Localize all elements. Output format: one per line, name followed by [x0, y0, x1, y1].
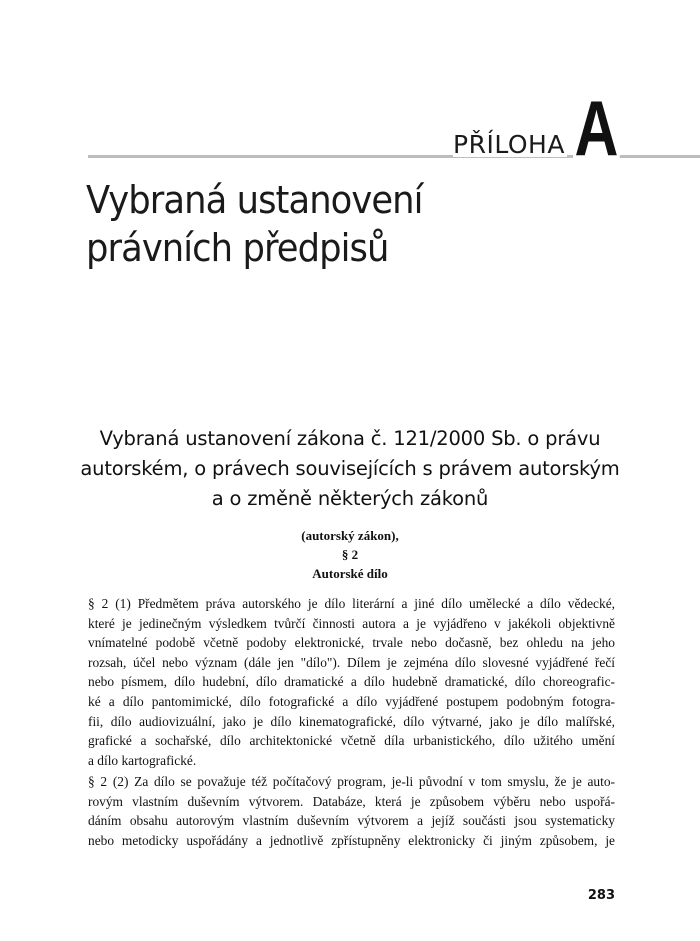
text-line: dáním obsahu autorovým vlastním duševním výtvorem a jejíž součásti jsou systematicky — [88, 813, 615, 829]
section-title: Autorské dílo — [312, 566, 388, 581]
text-line: ké a dílo pantomimické, dílo fotografické a dílo vyjádřené postupem podobným fotogra- — [88, 693, 615, 709]
paragraph-2-2 — [88, 772, 615, 850]
text-line: rozsah, účel nebo význam (dále jen "dílo"). Dílem je zejména dílo slovesné vyjádřené řečí — [88, 654, 615, 670]
appendix-label: PŘÍLOHA — [453, 130, 565, 159]
law-sub-heading — [150, 526, 550, 583]
text-line: rovým vlastním duševním výtvorem. Databáze, která je způsobem výběru nebo uspořá- — [88, 793, 615, 809]
text-line: § 2 (2) Za dílo se považuje též počítačový program, je-li původní v tom smyslu, že je auto- — [88, 774, 615, 789]
appendix-letter: A — [574, 84, 619, 172]
section-heading-line: autorském, o právech souvisejících s právem autorským — [80, 457, 620, 480]
text-line: § 2 (1) Předmětem práva autorského je dílo literární a jiné dílo umělecké a dílo vědecké, — [88, 596, 615, 611]
text-line: které je jedinečným výsledkem tvůrčí činnosti autora a je vyjádřeno v jakékoli objektivně — [88, 615, 615, 631]
section-number: § 2 — [341, 547, 359, 562]
chapter-title-line: Vybraná ustanovení — [86, 178, 423, 222]
text-line: fii, dílo audiovizuální, jako je dílo kinematografické, dílo výtvarné, jako je dílo malířské, — [88, 713, 615, 729]
text-line: a dílo kartografické. — [88, 752, 197, 768]
section-heading — [40, 424, 660, 514]
section-heading-line: Vybraná ustanovení zákona č. 121/2000 Sb. o právu — [99, 427, 601, 450]
law-short-name: (autorský zákon), — [301, 528, 399, 543]
paragraph-2-1 — [88, 594, 615, 770]
section-heading-line: a o změně některých zákonů — [211, 487, 489, 510]
text-line: nebo písmem, dílo hudební, dílo dramatické a dílo hudebně dramatické, dílo choreografic- — [88, 674, 615, 690]
text-line: nebo metodicky uspořádány a jednotlivě zpřístupněny elektronicky či jiným způsobem, je — [88, 832, 615, 848]
chapter-title-line: právních předpisů — [86, 226, 389, 270]
text-line: grafické a sochařské, dílo architektonické včetně díla urbanistického, dílo užitého umění — [88, 733, 615, 749]
chapter-title — [86, 176, 423, 272]
text-line: vnímatelné podobě včetně podoby elektronické, trvale nebo dočasně, bez ohledu na jeho — [88, 635, 615, 651]
page-number: 283 — [587, 888, 615, 903]
